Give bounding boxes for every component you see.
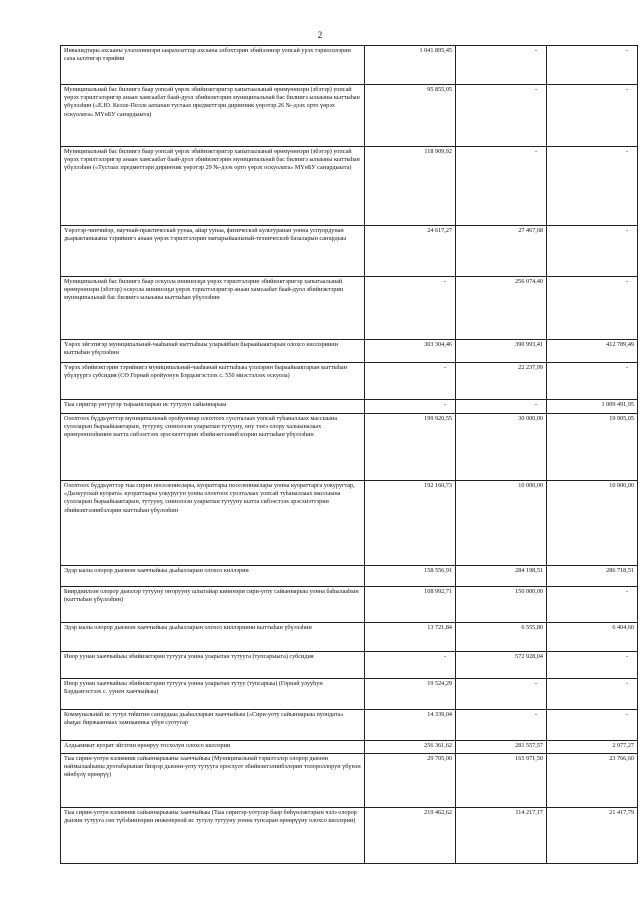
amount-year-1 (365, 226, 456, 277)
row-description (61, 226, 365, 277)
row-description (61, 710, 365, 741)
amount-year-3 (547, 566, 638, 587)
table-row (61, 340, 638, 363)
amount-year-1 (365, 710, 456, 741)
table-row (61, 679, 638, 710)
amount-year-2 (456, 277, 547, 340)
amount-year-2 (456, 710, 547, 741)
row-description (61, 741, 365, 754)
amount-value: - (534, 711, 537, 718)
amount-year-3 (547, 277, 638, 340)
amount-value: 150 000,00 (515, 588, 543, 595)
table-row (61, 754, 638, 808)
amount-value: 6 555,80 (521, 624, 543, 631)
amount-value: 2 977,27 (612, 742, 634, 749)
amount-value: - (625, 711, 628, 718)
amount-year-1 (365, 623, 456, 652)
row-description (61, 340, 365, 363)
amount-value: - (625, 653, 628, 660)
amount-value: - (625, 86, 628, 93)
amount-year-3 (547, 808, 638, 864)
amount-year-1 (365, 400, 456, 414)
amount-value: 192 160,73 (424, 482, 452, 489)
amount-value: - (625, 588, 628, 595)
amount-value: 199 920,55 (424, 415, 452, 422)
row-description-text: Муниципальнай бас билиигэ баар уопсай үөрэх эбийиэктэригэр хапытаалынай өрөмүөннэри (эбэтэр) уопсай үөрэх тэрилтэлэригэр анаан хамсаабат баай-дуол эбийиэктэрин муниципальнай бас билиигэ ылыыны кыттыһан үбүлээһин («Е.Ю. Келле-Пелле аатынан тустаах предметтэри дириҥник үөрэтэр 26 №-дээх орто үөрэх оскуолата» МҮөБУ саҥардыыта) (64, 86, 360, 118)
amount-year-2 (456, 46, 547, 85)
amount-year-2 (456, 808, 547, 864)
row-description (61, 363, 365, 400)
amount-year-2 (456, 587, 547, 623)
amount-year-3 (547, 623, 638, 652)
amount-value: 30 000,00 (518, 415, 543, 422)
amount-value: - (534, 148, 537, 155)
amount-year-3 (547, 587, 638, 623)
amount-year-3 (547, 400, 638, 414)
amount-value: 14 339,04 (427, 711, 452, 718)
amount-year-1 (365, 340, 456, 363)
amount-value: - (534, 401, 537, 408)
row-description-text: Тыа сиригэр үөтүүгэр тыраанспарын ис тутулун сайыннарыы (64, 401, 227, 408)
amount-value: 165 971,50 (515, 755, 543, 762)
row-description-text: Инор уунан хааччыйыы эбийиэктэрин тутууга уонна уларытан тутууга (тупсарыыга) субсидия (64, 653, 314, 660)
row-description-text: Олохтоох бүддьүөттэр тыа сирин поселениелары, куораттары поселенниелары уонна куораттарга уокуругтар, «Дьокуускай куората» куораттаары уокуругун уонна олохтоох суолталаах уопсай туһаналлаах массыына суолларын быраайыактарын, тутууну, сиинэлээн уларытын тутууну кытта сибээстээх эрэсхиэттэрин эбийиэктэлиибэлэрин кыттыһан үбүлээһин (64, 482, 355, 514)
amount-value: 19 524,29 (427, 680, 452, 687)
amount-year-2 (456, 679, 547, 710)
budget-table (60, 45, 638, 864)
table-row (61, 808, 638, 864)
row-description-text: Үөрэх эбийиэктэрин тэрийиигэ муниципальнай-чааһынай кыттыһыы үлэлэрин быраайыактарын кыттыһан үбүлүүргэ субсидия (СӨ Горнай оройуонун Бэрдьигэстээх с. 550 миэстэлээх оскуола) (64, 364, 347, 380)
row-description (61, 147, 365, 226)
table-row (61, 566, 638, 587)
table-row (61, 46, 638, 85)
row-description-text: Биирдиилээн олорор дьиэлэр тутууну оҥорууну ылыгайар кииннэри сири-уоту сайыннарыы уонна баһылааһын (кыттыһан үбүлээһин) (64, 588, 359, 604)
amount-year-3 (547, 754, 638, 808)
amount-year-3 (547, 414, 638, 481)
amount-value: - (443, 401, 446, 408)
amount-value: - (443, 278, 446, 285)
amount-year-1 (365, 277, 456, 340)
amount-year-2 (456, 414, 547, 481)
amount-year-1 (365, 741, 456, 754)
row-description-text: Тыа сирин-уотун кэлимник сайыннарыыны хааччыйыы (Тыа сиригэр-уотугар баар бөһүөлэктэрын чэлэ олорор дьиэни тутууга сөп түбэһиннэрин инженернэй ис тутулу тутууну уонна тупсаран өрөөрүүну олохсо киллэрии) (64, 809, 357, 825)
amount-value: - (625, 278, 628, 285)
table-row (61, 277, 638, 340)
amount-value: 1 009 491,95 (601, 401, 634, 408)
amount-value: - (534, 86, 537, 93)
row-description (61, 46, 365, 85)
amount-value: 10 000,00 (518, 482, 543, 489)
amount-value: 23 766,60 (609, 755, 634, 762)
table-row (61, 414, 638, 481)
row-description (61, 566, 365, 587)
table-row (61, 741, 638, 754)
amount-year-1 (365, 679, 456, 710)
table-row (61, 623, 638, 652)
row-description (61, 652, 365, 679)
table-row (61, 710, 638, 741)
amount-year-2 (456, 566, 547, 587)
amount-year-3 (547, 226, 638, 277)
amount-year-2 (456, 754, 547, 808)
table-row (61, 400, 638, 414)
amount-year-1 (365, 587, 456, 623)
amount-value: - (534, 680, 537, 687)
row-description-text: Эдэр ыалы олорор дьиэнэн хааччыйыы дьаһалларын олохсо киллэриини кыттыһан үбүлээһин (64, 624, 312, 631)
table-row (61, 147, 638, 226)
amount-value: 390 993,41 (515, 341, 543, 348)
amount-year-3 (547, 363, 638, 400)
amount-year-3 (547, 652, 638, 679)
amount-value: - (625, 680, 628, 687)
amount-year-2 (456, 400, 547, 414)
amount-year-1 (365, 414, 456, 481)
amount-year-1 (365, 754, 456, 808)
row-description (61, 754, 365, 808)
budget-table-body (61, 46, 638, 864)
amount-year-2 (456, 652, 547, 679)
amount-value: 256 074,40 (515, 278, 543, 285)
row-description (61, 587, 365, 623)
page-number: 2 (317, 30, 323, 40)
row-description-text: Инвалидтары ахсааны улэлэлиннэри ыарахсыттар ахсаана элбэхтэрин эбийээннэр уопсай урэх тэриллэлэрин саха ылэтигэр тэрийии (64, 47, 351, 63)
amount-year-2 (456, 623, 547, 652)
row-description-text: Тыа сирин-уотун кэлимник сайыннарыыны хааччыйыы (Муниципальнай тэрилтэлэр олорор дьиэни наймылааһыны дуогабарынан биэрэр дьиэни-уоту тутууга оросхуот эбийиэктэлиибэлэрин толороллорун үбүнэн өйөбүлү өрөөрүү) (64, 755, 361, 779)
amount-value: - (625, 148, 628, 155)
row-description-text: Үөрэтэр-чинчийэр, научнай-практическай уунаа, айар уунаа, физическэй культуранан уонна успуордунан дьарыктаныыны тэрийиигэ анаан үөрэх тэрилтэлэрин матырыйаалынай-техническэй базаларын саҥардыы (64, 227, 347, 243)
row-description (61, 414, 365, 481)
table-row (61, 587, 638, 623)
row-description (61, 679, 365, 710)
row-description (61, 277, 365, 340)
amount-year-3 (547, 147, 638, 226)
amount-value: 29 705,00 (427, 755, 452, 762)
amount-year-3 (547, 679, 638, 710)
amount-year-1 (365, 481, 456, 566)
amount-year-3 (547, 481, 638, 566)
amount-year-3 (547, 741, 638, 754)
amount-value: 1 041 895,45 (419, 47, 452, 54)
amount-year-2 (456, 226, 547, 277)
amount-year-2 (456, 741, 547, 754)
amount-year-2 (456, 147, 547, 226)
amount-value: 158 556,91 (424, 567, 452, 574)
table-row (61, 481, 638, 566)
amount-value: 13 721,84 (427, 624, 452, 631)
row-description-text: Үөрэх эйгэтигэр муниципальнай-чааһынай кыттыһыы уларыйбын быраайыактарын олохсо киллэриини кыттыһан үбүлээһин (64, 341, 338, 357)
amount-year-2 (456, 363, 547, 400)
amount-year-1 (365, 808, 456, 864)
table-row (61, 226, 638, 277)
table-row (61, 652, 638, 679)
row-description-text: Эдэр ыалы олорор дьиэнэн хааччыйыы дьаһалларын олохсо киллэрии (64, 567, 249, 574)
row-description (61, 481, 365, 566)
amount-year-3 (547, 46, 638, 85)
amount-value: 114 217,17 (515, 809, 543, 816)
amount-year-2 (456, 85, 547, 147)
amount-year-2 (456, 340, 547, 363)
amount-year-1 (365, 147, 456, 226)
amount-value: 412 789,49 (606, 341, 634, 348)
amount-value: 572 928,04 (515, 653, 543, 660)
row-description-text: Муниципальнай бас билиигэ баар уопсай үөрэх эбийиэктэригэр хапытаалынай өрөмүөннэри (эбэтэр) уопсай үөрэх тэрилтэлэригэр анаан хамсаабат баай-дуол эбийиэктэрин муниципальнай бас билиигэ ылыыны кыттыһан үбүлээһин («Тустаах предметтэри дириҥник үөрэтэр 29 №-дээх орто үөрэх оскуолата» МҮөБУ саҥардыыта) (64, 148, 360, 172)
amount-value: - (443, 653, 446, 660)
amount-value: 27 467,68 (518, 227, 543, 234)
amount-value: 6 404,60 (612, 624, 634, 631)
row-description-text: Алдьаммыт куорат эйгэтин өрөөруу тосхолун олохсо киллэрии (64, 742, 231, 749)
amount-value: 256 361,62 (424, 742, 452, 749)
amount-value: 281 557,57 (515, 742, 543, 749)
row-description (61, 808, 365, 864)
row-description-text: Муниципальнай бас билиигэ баар оскуола иннинээҕи үөрэх тэрилтэлэрин эбийиэктэригэр хапытаалынай өрөмүөннэри (эбэтэр) оскуола иннинээҕи үөрэх тэрилтэлэригэр анаан хамсаабат баай-дуол эбийиэктэрин муниципальнай бас билиигэ ылыыны кыттыһан үбүлээһин (64, 278, 344, 302)
row-description-text: Олохтоох бүддьүөттэр муниципальнай оройуоннар олохтоох суолталаах уопсай туһаналлаах массыына суолларын быраайыактарын, тутууну, сиинэлээн уларытын тутууну, ону тэҥэ олору халыыналаах өрөмүөннээһинин кытта сибээстээх эрэсхиэттэрин эбийиэктэлиибэлэрин кыттыһан үбүлээһин (64, 415, 337, 439)
table-row (61, 85, 638, 147)
amount-value: 284 198,51 (515, 567, 543, 574)
amount-value: - (443, 364, 446, 371)
amount-value: 24 617,27 (427, 227, 452, 234)
row-description-text: Инор уунан хааччыйыы эбийиэктэрин тутууга уонна уларытан тутуу (тупсарыы) (Горнай улууһун Бэрдьигэстээх с. уунен хааччыйыы) (64, 680, 323, 696)
amount-value: - (625, 227, 628, 234)
amount-year-1 (365, 652, 456, 679)
amount-value: 118 909,92 (424, 148, 452, 155)
amount-value: 95 855,05 (427, 86, 452, 93)
amount-year-3 (547, 85, 638, 147)
amount-value: - (625, 47, 628, 54)
row-description (61, 623, 365, 652)
amount-value: - (625, 364, 628, 371)
amount-value: 10 000,00 (609, 482, 634, 489)
amount-value: 19 905,05 (609, 415, 634, 422)
row-description (61, 85, 365, 147)
row-description-text: Коммунальнай ис тутул тиһигин саҥардыы дьаһалларын хааччыйыы («Сири-уоту сайыннарыы пуондата» аһаҕас биржааннаах хампаанньа үбүн суотугар (64, 711, 344, 727)
amount-year-1 (365, 363, 456, 400)
amount-year-3 (547, 710, 638, 741)
amount-value: 108 992,71 (424, 588, 452, 595)
amount-value: 286 718,51 (606, 567, 634, 574)
amount-value: 219 462,62 (424, 809, 452, 816)
amount-year-1 (365, 566, 456, 587)
amount-year-2 (456, 481, 547, 566)
amount-value: 303 304,46 (424, 341, 452, 348)
amount-year-1 (365, 46, 456, 85)
amount-value: - (534, 47, 537, 54)
amount-value: 22 237,99 (518, 364, 543, 371)
table-row (61, 363, 638, 400)
amount-year-3 (547, 340, 638, 363)
row-description (61, 400, 365, 414)
amount-year-1 (365, 85, 456, 147)
amount-value: 21 417,79 (609, 809, 634, 816)
